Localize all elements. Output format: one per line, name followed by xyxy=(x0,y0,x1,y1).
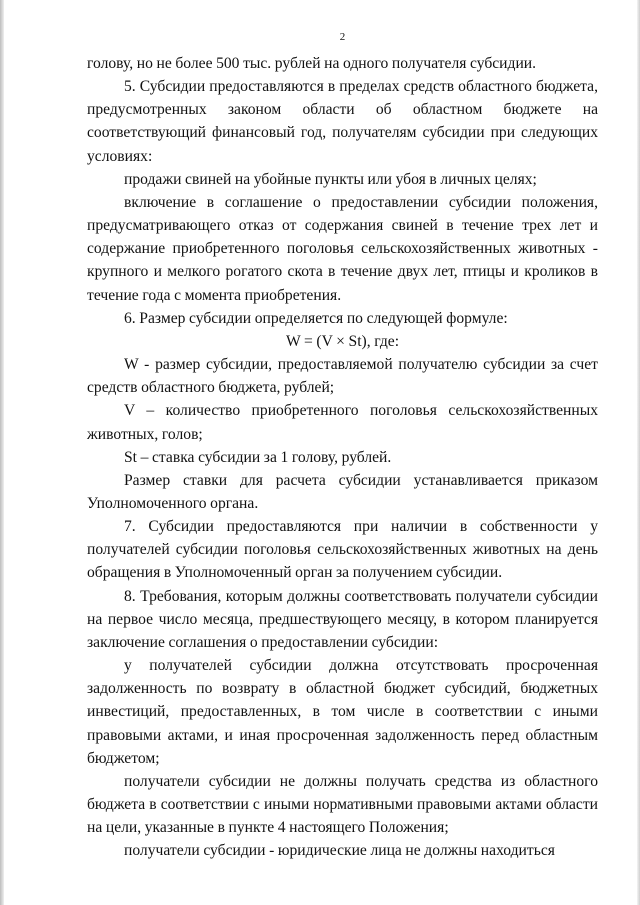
scan-edge-left xyxy=(0,0,4,905)
paragraph-condition-agreement: включение в соглашение о предоставлении субсидии положения, предусматривающего отказ от содержания свиней в течение трех лет и содержание приобретенного поголовья сельскохозяйственных животных - крупного и мелкого рогатого скота в течение двух лет, птицы и кроликов в течение года с момента приобретения. xyxy=(87,193,598,304)
paragraph-item-7: 7. Субсидии предоставляются при наличии в собственности у получателей субсидии поголовья сельскохозяйственных животных на день обращения в Уполномоченный орган за получением субсидии. xyxy=(87,518,598,582)
paragraph-continuation: голову, но не более 500 тыс. рублей на одного получателя субсидии. xyxy=(87,55,537,72)
paragraph-condition-pigs-sale: продажи свиней на убойные пункты или убоя в личных целях; xyxy=(124,170,537,188)
paragraph-item-8: 8. Требования, которым должны соответствовать получатели субсидии на первое число месяца, предшествующего месяцу, в котором планируется заключение соглашения о предоставлении субсидии: xyxy=(87,587,598,651)
paragraph-item-5: 5. Субсидии предоставляются в пределах средств областного бюджета, предусмотренных законом области об областном бюджете на соответствующий финансовый год, получателям субсидии при следующих условиях: xyxy=(87,78,598,165)
paragraph-definition-v: V – количество приобретенного поголовья сельскохозяйственных животных, голов; xyxy=(87,402,598,443)
page-number: 2 xyxy=(339,31,346,43)
paragraph-definition-w: W - размер субсидии, предоставляемой получателю субсидии за счет средств областного бюджета, рублей; xyxy=(87,356,598,397)
paragraph-requirement-legal-entities: получатели субсидии - юридические лица не должны находиться xyxy=(124,842,555,860)
paragraph-requirement-no-other-funds: получатели субсидии не должны получать средства из областного бюджета в соответствии с иными нормативными правовыми актами области на цели, указанные в пункте 4 настоящего Положения; xyxy=(87,772,598,837)
formula: W = (V × St), где: xyxy=(285,332,400,350)
paragraph-requirement-debt: у получателей субсидии должна отсутствовать просроченная задолженность по возврату в областной бюджет субсидий, бюджетных инвестиций, предоставленных, в том числе в соответствии с иными правовыми актами, и иная просроченная задолженность перед областным бюджетом; xyxy=(87,657,598,767)
paragraph-definition-st: St – ставка субсидии за 1 голову, рублей. xyxy=(124,448,392,466)
paragraph-item-6: 6. Размер субсидии определяется по следующей формуле: xyxy=(124,309,508,327)
paragraph-rate-order: Размер ставки для расчета субсидии устанавливается приказом Уполномоченного органа. xyxy=(87,471,598,512)
document-page xyxy=(87,30,598,862)
